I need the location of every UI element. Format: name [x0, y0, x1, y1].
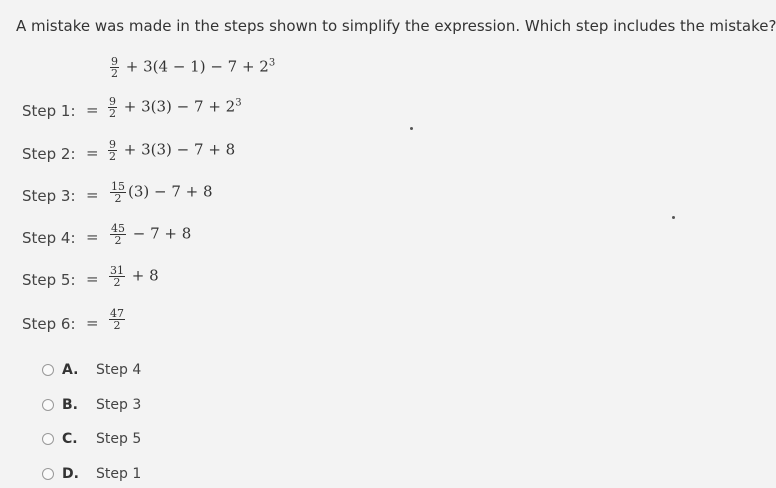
step-5-label: Step 5: [22, 271, 76, 289]
step-4-equals: = [86, 228, 99, 246]
radio-button[interactable] [42, 399, 54, 411]
option-d[interactable]: D. Step 1 [42, 464, 141, 484]
step-5-expression: $\frac{31}{2}$ + 8 [110, 264, 159, 289]
radio-button[interactable] [42, 364, 54, 376]
step-4-fraction: $\frac{45}{2}$ [111, 222, 125, 247]
step-1-fraction: $\frac{9}{2}$ [109, 95, 116, 120]
step-3-equals: = [86, 186, 99, 204]
step-2-expression: $\frac{9}{2}$ + 3(3) − 7 + 8 [109, 138, 236, 163]
step-5-fraction: $\frac{31}{2}$ [110, 264, 124, 289]
stray-dot [410, 127, 413, 130]
option-c[interactable]: C. Step 5 [42, 429, 141, 449]
step-3-expression: $\frac{15}{2}$ (3) − 7 + 8 [111, 180, 213, 205]
step-5-equals: = [86, 270, 99, 288]
expression-fraction: $\frac{9}{2}$ [111, 55, 118, 80]
radio-button[interactable] [42, 468, 54, 480]
step-6-equals: = [86, 314, 99, 332]
step-2-label: Step 2: [22, 145, 76, 163]
question-text: A mistake was made in the steps shown to simplify the expression. Which step includes the mistake? [16, 17, 776, 35]
step-1-label: Step 1: [22, 102, 76, 120]
step-1-expression: $\frac{9}{2}$ + $3(3) - 7 + 2^3$ [109, 95, 242, 120]
step-6-expression [107, 308, 127, 331]
step-4-expression: $\frac{45}{2}$ − 7 + 8 [111, 222, 192, 247]
stray-dot [672, 216, 675, 219]
step-6-fraction: $\frac{47}{2}$ [110, 307, 124, 332]
step-2-fraction: $\frac{9}{2}$ [109, 138, 116, 163]
original-expression: $\frac{9}{2}$ + $3(4 - 1) - 7 + 2^3$ [111, 55, 276, 80]
step-3-label: Step 3: [22, 187, 76, 205]
step-2-equals: = [86, 144, 99, 162]
step-1-equals: = [86, 101, 99, 119]
radio-button[interactable] [42, 433, 54, 445]
option-b[interactable]: B. Step 3 [42, 395, 141, 415]
step-6-label: Step 6: [22, 315, 76, 333]
step-4-label: Step 4: [22, 229, 76, 247]
option-a[interactable]: A. Step 4 [42, 360, 141, 380]
step-3-fraction: $\frac{15}{2}$ [111, 180, 125, 205]
